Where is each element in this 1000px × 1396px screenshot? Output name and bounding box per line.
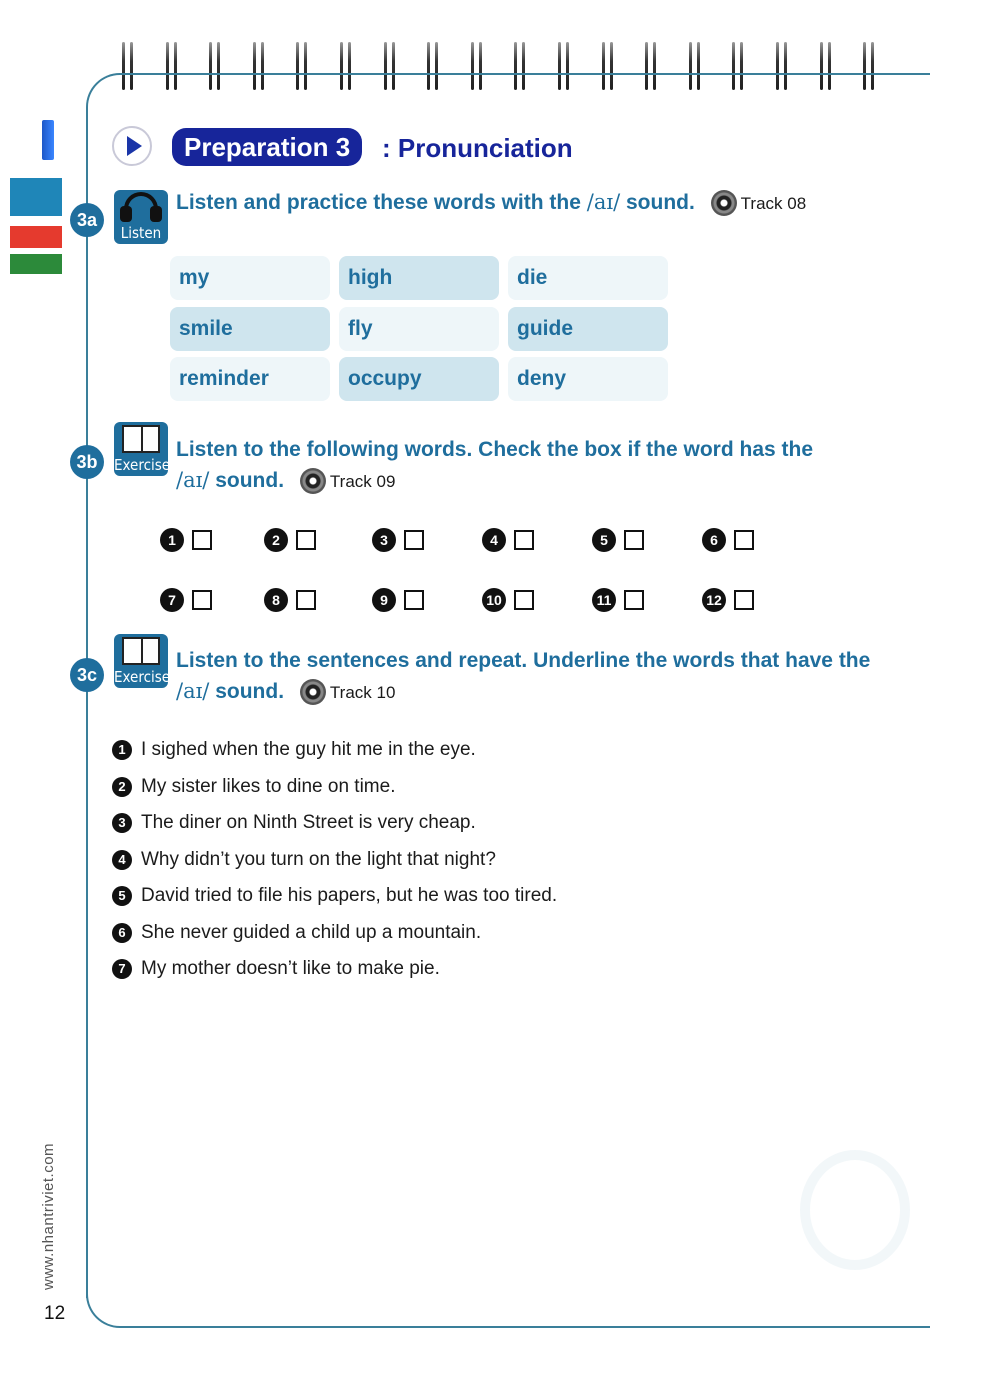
checkbox-number: 2 xyxy=(264,528,288,552)
binder-ring xyxy=(730,42,746,90)
checkbox[interactable] xyxy=(514,530,534,550)
binder-ring xyxy=(164,42,180,90)
sentence-item xyxy=(112,808,476,838)
frame-line-bottom xyxy=(120,1326,930,1328)
checkbox-number: 5 xyxy=(592,528,616,552)
exercise-icon-label: Exercise xyxy=(114,668,171,686)
binder-ring xyxy=(251,42,267,90)
instruction-3b xyxy=(176,435,916,497)
checkbox-number: 8 xyxy=(264,588,288,612)
exercise-icon-label: Exercise xyxy=(114,456,171,474)
checkbox-item xyxy=(702,587,754,613)
checkbox-item xyxy=(482,527,534,553)
open-book-icon xyxy=(114,634,171,688)
checkbox-number: 12 xyxy=(702,588,726,612)
side-marker-bar xyxy=(42,120,54,160)
cd-icon xyxy=(711,190,737,216)
page-number: 12 xyxy=(44,1303,66,1324)
checkbox[interactable] xyxy=(514,590,534,610)
page-subtitle: : Pronunciation xyxy=(382,133,573,163)
frame-corner-bottom xyxy=(86,1292,122,1328)
sentence-number: 5 xyxy=(112,886,132,906)
sentence-item xyxy=(112,881,557,911)
cd-icon xyxy=(300,468,326,494)
checkbox-number: 9 xyxy=(372,588,396,612)
ear-icon xyxy=(800,1150,910,1270)
track-label-08[interactable]: Track 08 xyxy=(740,194,807,213)
sentence-text: The diner on Ninth Street is very cheap. xyxy=(141,812,476,833)
frame-line-top xyxy=(120,73,930,75)
word-cell: die xyxy=(508,256,668,300)
binder-ring xyxy=(861,42,877,90)
checkbox-item xyxy=(372,587,424,613)
instruction-3a xyxy=(176,187,806,219)
word-grid xyxy=(170,256,670,402)
checkbox-item xyxy=(482,587,534,613)
instruction-3b-text: Listen to the following words. Check the box if the word has the xyxy=(176,438,814,461)
sentence-text: My mother doesn’t like to make pie. xyxy=(141,958,440,979)
binder-ring xyxy=(643,42,659,90)
checkbox-number: 3 xyxy=(372,528,396,552)
sentence-text: I sighed when the guy hit me in the eye. xyxy=(141,739,476,760)
binder-ring xyxy=(556,42,572,90)
word-cell: occupy xyxy=(339,357,499,401)
checkbox[interactable] xyxy=(192,530,212,550)
binder-ring xyxy=(512,42,528,90)
checkbox-item xyxy=(264,527,316,553)
checkbox-item xyxy=(160,527,212,553)
instruction-3c-suffix: sound. xyxy=(209,680,285,703)
checkbox-number: 11 xyxy=(592,588,616,612)
sentence-number: 6 xyxy=(112,923,132,943)
checkbox[interactable] xyxy=(404,530,424,550)
listen-icon-label: Listen xyxy=(120,224,162,242)
sentence-item xyxy=(112,845,496,875)
sentence-text: David tried to file his papers, but he was too tired. xyxy=(141,885,558,906)
instruction-3a-text: Listen and practice these words with the xyxy=(176,191,587,214)
checkbox-number: 6 xyxy=(702,528,726,552)
checkbox-item xyxy=(592,527,644,553)
sentence-item xyxy=(112,918,481,948)
track-label-09[interactable]: Track 09 xyxy=(329,472,396,491)
ipa-symbol: /aɪ/ xyxy=(176,468,210,492)
checkbox[interactable] xyxy=(296,530,316,550)
binder-ring xyxy=(338,42,354,90)
word-cell: deny xyxy=(508,357,668,401)
side-marker-green xyxy=(10,254,62,274)
track-label-10[interactable]: Track 10 xyxy=(329,683,396,702)
word-cell: smile xyxy=(170,307,330,351)
side-marker-red xyxy=(10,226,62,248)
instruction-3a-suffix: sound. xyxy=(620,191,695,214)
checkbox-number: 1 xyxy=(160,528,184,552)
binder-ring xyxy=(294,42,310,90)
cd-icon xyxy=(300,679,326,705)
headphones-icon xyxy=(114,190,168,244)
binder-rings xyxy=(0,0,1000,100)
binder-ring xyxy=(382,42,398,90)
open-book-icon xyxy=(114,422,171,476)
checkbox[interactable] xyxy=(734,590,754,610)
website-url: www.nhantriviet.com xyxy=(40,1142,57,1290)
instruction-3c-text: Listen to the sentences and repeat. Underline the words that have the xyxy=(176,649,871,672)
binder-ring xyxy=(687,42,703,90)
frame-line-left xyxy=(86,108,88,1298)
binder-ring xyxy=(774,42,790,90)
instruction-3b-suffix: sound. xyxy=(209,469,285,492)
sentence-item xyxy=(112,772,395,802)
binder-ring xyxy=(469,42,485,90)
section-badge-3c: 3c xyxy=(70,658,104,692)
binder-ring xyxy=(425,42,441,90)
checkbox[interactable] xyxy=(734,530,754,550)
checkbox[interactable] xyxy=(296,590,316,610)
sentence-number: 4 xyxy=(112,850,132,870)
word-cell: high xyxy=(339,256,499,300)
sentence-text: Why didn’t you turn on the light that night? xyxy=(141,849,496,870)
checkbox-item xyxy=(372,527,424,553)
binder-ring xyxy=(207,42,223,90)
checkbox-number: 7 xyxy=(160,588,184,612)
checkbox-item xyxy=(264,587,316,613)
sentence-number: 1 xyxy=(112,740,132,760)
checkbox[interactable] xyxy=(404,590,424,610)
play-icon[interactable] xyxy=(112,126,152,166)
word-cell: guide xyxy=(508,307,668,351)
ipa-symbol: /aɪ/ xyxy=(176,679,210,703)
section-badge-3a: 3a xyxy=(70,203,104,237)
checkbox[interactable] xyxy=(192,590,212,610)
binder-ring xyxy=(120,42,136,90)
sentence-number: 2 xyxy=(112,777,132,797)
checkbox[interactable] xyxy=(624,530,644,550)
word-cell: fly xyxy=(339,307,499,351)
checkbox-number: 10 xyxy=(482,588,506,612)
page-title: Preparation 3 xyxy=(172,128,362,166)
ipa-symbol: /aɪ/ xyxy=(586,190,621,214)
word-cell: reminder xyxy=(170,357,330,401)
side-marker-blue xyxy=(10,178,62,216)
binder-ring xyxy=(818,42,834,90)
checkbox-number: 4 xyxy=(482,528,506,552)
binder-ring xyxy=(600,42,616,90)
sentence-item xyxy=(112,954,440,984)
checkbox[interactable] xyxy=(624,590,644,610)
sentence-item xyxy=(112,735,476,765)
section-badge-3b: 3b xyxy=(70,445,104,479)
sentence-text: She never guided a child up a mountain. xyxy=(141,922,482,943)
word-cell: my xyxy=(170,256,330,300)
sentence-text: My sister likes to dine on time. xyxy=(141,776,396,797)
sentence-number: 3 xyxy=(112,813,132,833)
checkbox-item xyxy=(592,587,644,613)
checkbox-item xyxy=(160,587,212,613)
instruction-3c xyxy=(176,646,936,708)
sentence-number: 7 xyxy=(112,959,132,979)
checkbox-item xyxy=(702,527,754,553)
